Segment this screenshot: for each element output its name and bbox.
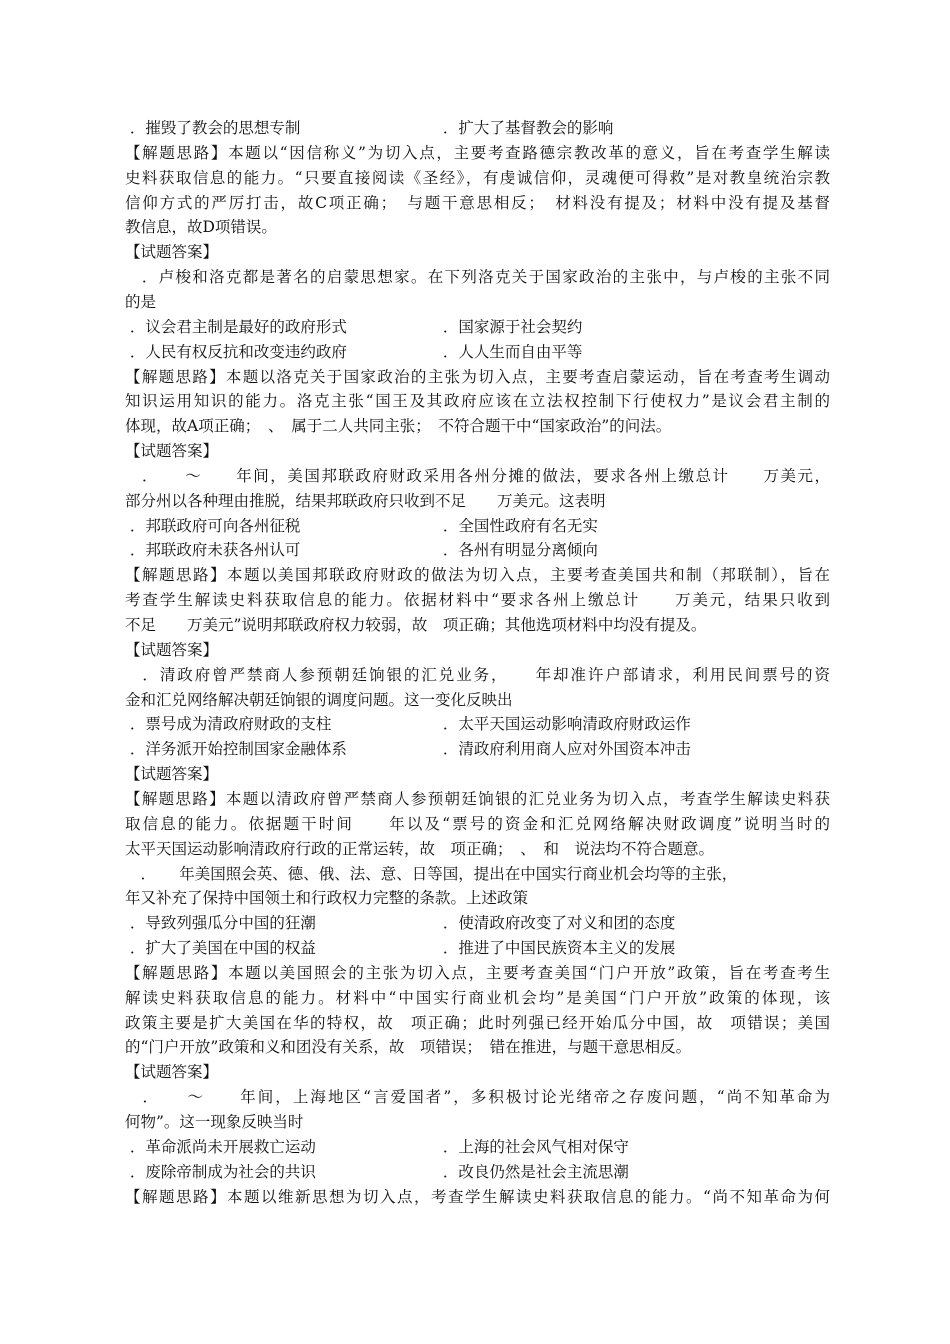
text-line: 取信息的能力。依据题干时间 年以及“票号的资金和汇兑网络解决财政调度”说明当时的 xyxy=(125,815,830,833)
text-line: 部分州以各种理由推脱，结果邦联政府只收到不足 万美元。这表明 xyxy=(125,492,606,510)
answer-label: 【试题答案】 xyxy=(125,765,219,783)
solution-line: 【解题思路】本题以洛克关于国家政治的主张为切入点，主要考查启蒙运动，旨在考查考生调动 xyxy=(125,368,830,386)
text-line: 考查学生解读史料获取信息的能力。依据材料中“要求各州上缴总计 万美元，结果只收到 xyxy=(125,591,830,609)
answer-option: ．推进了中国民族资本主义的发展 xyxy=(438,939,676,957)
text-line: 不足 万美元”说明邦联政府权力较弱，故 项正确；其他选项材料中均没有提及。 xyxy=(125,616,707,634)
answer-option: ．议会君主制是最好的政府形式 xyxy=(125,318,347,336)
solution-line: 【解题思路】本题以清政府曾严禁商人参预朝廷饷银的汇兑业务为切入点，考查学生解读史料获 xyxy=(125,790,830,808)
text-line: 太平天国运动影响清政府行政的正常运转，故 项正确； 、 和 说法均不符合题意。 xyxy=(125,840,715,858)
solution-line: 【解题思路】本题以美国照会的主张为切入点，主要考查美国“门户开放”政策，旨在考查考生 xyxy=(125,964,830,982)
text-line: ．清政府曾严禁商人参预朝廷饷银的汇兑业务， 年却准许户部请求，利用民间票号的资 xyxy=(125,666,830,684)
text-line: ．卢梭和洛克都是著名的启蒙思想家。在下列洛克关于国家政治的主张中，与卢梭的主张不同 xyxy=(125,268,830,286)
text-line: 的是 xyxy=(125,293,157,311)
text-line: ． ～ 年间，上海地区“言爱国者”，多积极讨论光绪帝之存废问题，“尚不知革命为 xyxy=(125,1088,830,1106)
solution-line: 【解题思路】本题以美国邦联政府财政的做法为切入点，主要考查美国共和制（邦联制），旨在 xyxy=(125,566,830,584)
answer-option: ．上海的社会风气相对保守 xyxy=(438,1138,629,1156)
answer-option: ．国家源于社会契约 xyxy=(438,318,583,336)
answer-option: ．各州有明显分离倾向 xyxy=(438,541,598,559)
answer-option: ．人民有权反抗和改变违约政府 xyxy=(125,343,347,361)
answer-option: ．票号成为清政府财政的支柱 xyxy=(125,715,332,733)
text-line: 的“门户开放”政策和义和团没有关系，故 项错误； 错在推进，与题干意思相反。 xyxy=(125,1038,692,1056)
text-line: 何物”。这一现象反映当时 xyxy=(125,1113,304,1131)
text-line: 金和汇兑网络解决朝廷饷银的调度问题。这一变化反映出 xyxy=(125,691,513,709)
answer-option: ．导致列强瓜分中国的狂潮 xyxy=(125,914,316,932)
answer-option: ．改良仍然是社会主流思潮 xyxy=(438,1163,629,1181)
answer-option: ．扩大了美国在中国的权益 xyxy=(125,939,316,957)
text-line: ． 年美国照会英、德、俄、法、意、日等国，提出在中国实行商业机会均等的主张， xyxy=(125,865,738,883)
answer-option: ．废除帝制成为社会的共识 xyxy=(125,1163,316,1181)
answer-option: ．邦联政府可向各州征税 xyxy=(125,517,301,535)
answer-option: ．洋务派开始控制国家金融体系 xyxy=(125,740,347,758)
text-line: 解读史料获取信息的能力。材料中“中国实行商业机会均”是美国“门户开放”政策的体现，该 xyxy=(125,989,830,1007)
answer-option: ．太平天国运动影响清政府财政运作 xyxy=(438,715,691,733)
text-line: ． ～ 年间，美国邦联政府财政采用各州分摊的做法，要求各州上缴总计 万美元， xyxy=(125,467,830,485)
text-line: 教信息，故D项错误。 xyxy=(125,218,277,236)
answer-option: ．摧毁了教会的思想专制 xyxy=(125,119,301,137)
answer-label: 【试题答案】 xyxy=(125,1063,219,1081)
answer-option: ．使清政府改变了对义和团的态度 xyxy=(438,914,676,932)
solution-line: 【解题思路】本题以维新思想为切入点，考查学生解读史料获取信息的能力。“尚不知革命为何 xyxy=(125,1188,830,1206)
answer-label: 【试题答案】 xyxy=(125,641,219,659)
text-line: 史料获取信息的能力。“只要直接阅读《圣经》，有虔诚信仰，灵魂便可得救”是对教皇统治宗教 xyxy=(125,169,830,187)
text-line: 知识运用知识的能力。洛克主张“国王及其政府应该在立法权控制下行使权力”是议会君主制的 xyxy=(125,392,830,410)
answer-option: ．革命派尚未开展救亡运动 xyxy=(125,1138,316,1156)
answer-option: ．扩大了基督教会的影响 xyxy=(438,119,614,137)
text-line: 年又补充了保持中国领土和行政权力完整的条款。上述政策 xyxy=(125,889,529,907)
answer-option: ．全国性政府有名无实 xyxy=(438,517,598,535)
solution-line: 【解题思路】本题以“因信称义”为切入点，主要考查路德宗教改革的意义，旨在考查学生解读 xyxy=(125,144,830,162)
text-line: 体现，故A项正确； 、 属于二人共同主张； 不符合题干中“国家政治”的问法。 xyxy=(125,417,672,435)
answer-option: ．邦联政府未获各州认可 xyxy=(125,541,301,559)
text-line: 信仰方式的严厉打击，故C项正确； 与题干意思相反； 材料没有提及；材料中没有提及基督 xyxy=(125,194,830,212)
text-line: 政策主要是扩大美国在华的特权，故 项正确；此时列强已经开始瓜分中国，故 项错误；美国 xyxy=(125,1014,830,1032)
answer-label: 【试题答案】 xyxy=(125,442,219,460)
answer-label: 【试题答案】 xyxy=(125,243,219,261)
answer-option: ．清政府利用商人应对外国资本冲击 xyxy=(438,740,691,758)
answer-option: ．人人生而自由平等 xyxy=(438,343,583,361)
